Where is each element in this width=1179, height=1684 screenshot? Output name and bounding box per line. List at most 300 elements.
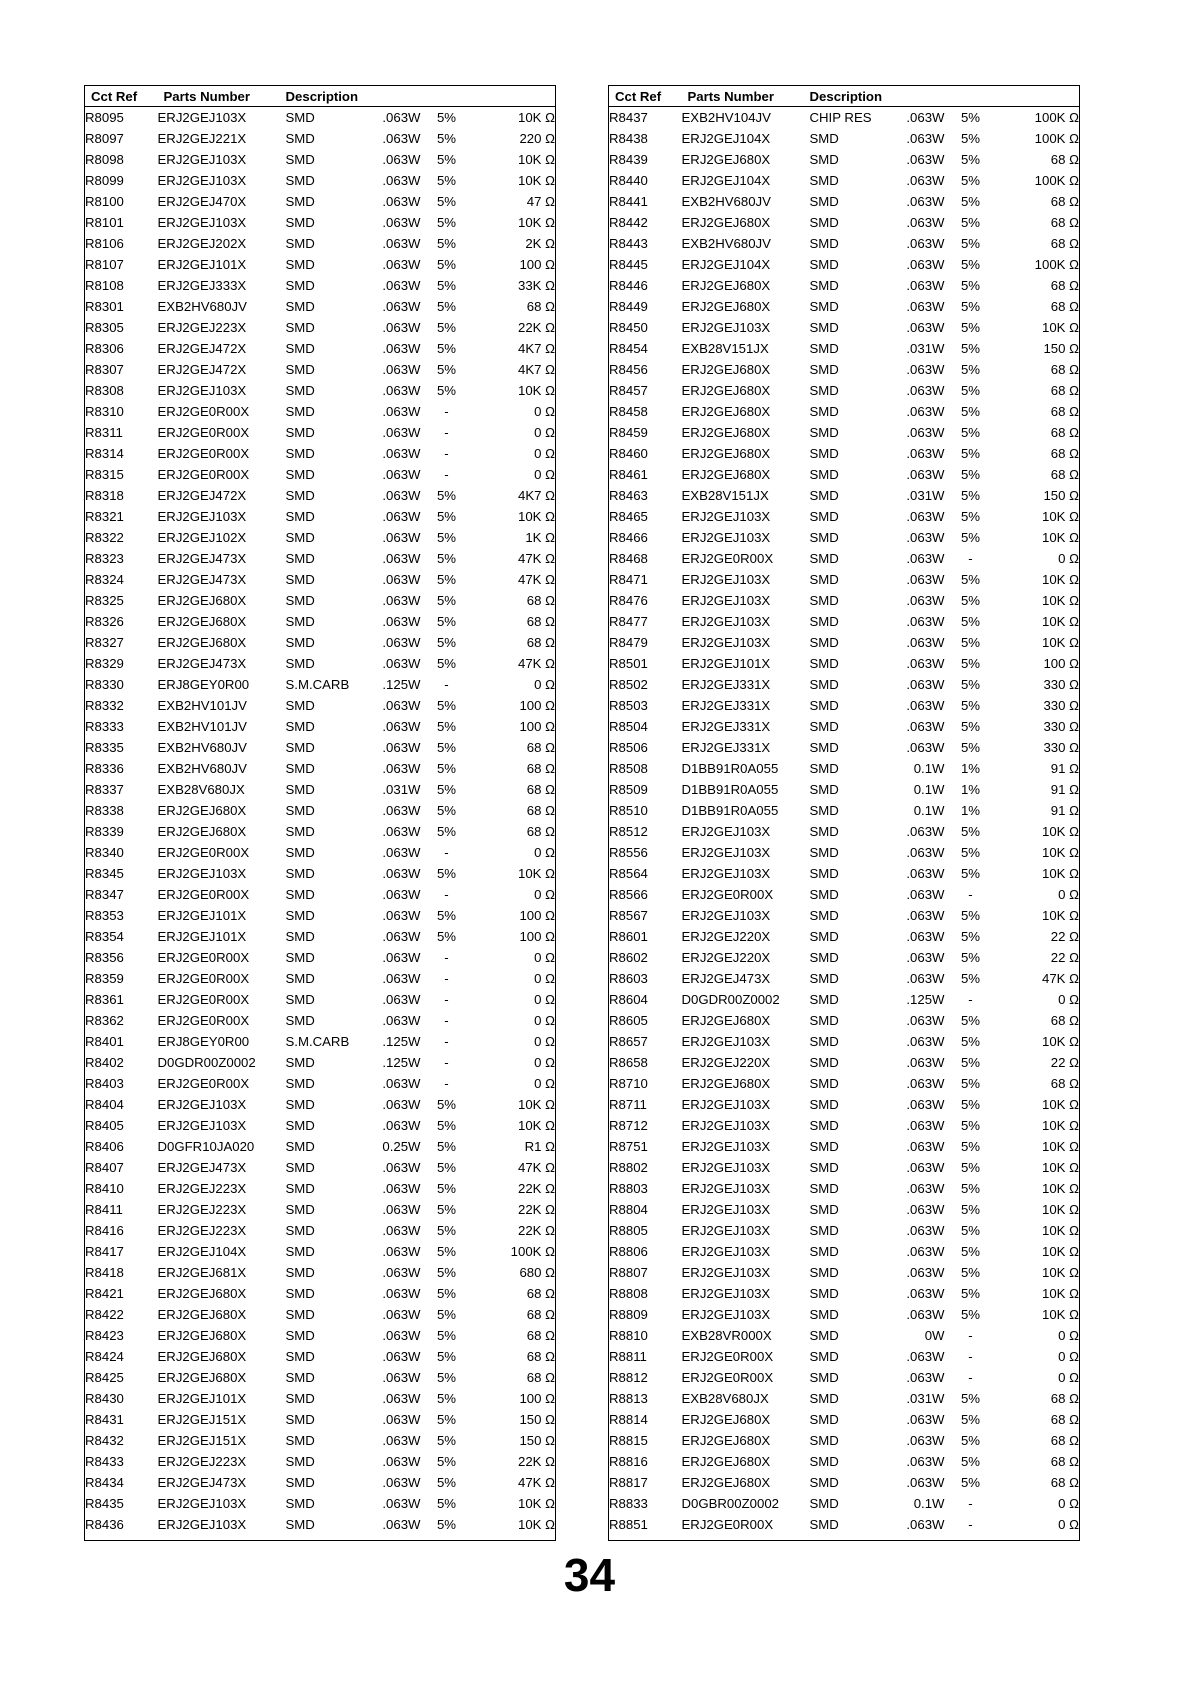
cct-ref-cell: R8321 — [85, 509, 124, 524]
wattage-cell: .063W — [906, 1475, 945, 1490]
description-cell: SMD — [285, 425, 315, 440]
parts-number-cell: D1BB91R0A055 — [681, 761, 779, 776]
description-cell: SMD — [285, 1475, 315, 1490]
description-cell: SMD — [285, 1454, 315, 1469]
cct-ref-cell: R8339 — [85, 824, 124, 839]
parts-number-cell: ERJ2GEJ680X — [157, 614, 247, 629]
header-blank — [421, 86, 473, 107]
description-cell: SMD — [285, 1433, 315, 1448]
tolerance-cell: 5% — [960, 110, 981, 125]
wattage-cell: .063W — [906, 257, 945, 272]
table-row — [85, 1262, 556, 1283]
description-cell: SMD — [285, 866, 315, 881]
parts-number-cell: ERJ2GEJ103X — [157, 1118, 247, 1133]
wattage-cell: .063W — [906, 1454, 945, 1469]
wattage-cell: .063W — [382, 1328, 421, 1343]
tolerance-cell: 5% — [436, 1139, 457, 1154]
tolerance-cell: 5% — [436, 929, 457, 944]
tolerance-cell: - — [444, 467, 449, 482]
parts-number-cell: ERJ2GEJ103X — [157, 1517, 247, 1532]
value-cell: 2K Ω — [525, 236, 555, 251]
table-row — [85, 590, 556, 611]
parts-number-cell: ERJ2GEJ103X — [681, 1223, 771, 1238]
value-cell: 68 Ω — [526, 740, 555, 755]
description-cell: SMD — [285, 1391, 315, 1406]
parts-number-cell: EXB28V151JX — [681, 488, 769, 503]
table-row — [609, 1514, 1080, 1541]
wattage-cell: .063W — [382, 110, 421, 125]
table-row — [609, 1199, 1080, 1220]
table-row — [609, 443, 1080, 464]
description-cell: SMD — [285, 467, 315, 482]
cct-ref-cell: R8465 — [609, 509, 648, 524]
cct-ref-cell: R8359 — [85, 971, 124, 986]
wattage-cell: .063W — [906, 887, 945, 902]
description-cell: SMD — [809, 677, 839, 692]
description-cell: SMD — [809, 488, 839, 503]
wattage-cell: .063W — [906, 278, 945, 293]
table-row — [85, 485, 556, 506]
cct-ref-cell: R8324 — [85, 572, 124, 587]
tolerance-cell: 5% — [960, 635, 981, 650]
tolerance-cell: 5% — [960, 362, 981, 377]
wattage-cell: .063W — [382, 1391, 421, 1406]
cct-ref-cell: R8416 — [85, 1223, 124, 1238]
cct-ref-cell: R8330 — [85, 677, 124, 692]
description-cell: SMD — [285, 1328, 315, 1343]
tolerance-cell: 5% — [960, 1412, 981, 1427]
parts-number-cell: ERJ2GEJ220X — [681, 1055, 771, 1070]
parts-number-cell: ERJ2GE0R00X — [157, 992, 250, 1007]
cct-ref-cell: R8425 — [85, 1370, 124, 1385]
description-cell: SMD — [809, 530, 839, 545]
value-cell: 0 Ω — [1058, 1370, 1079, 1385]
parts-number-cell: EXB28V680JX — [157, 782, 245, 797]
cct-ref-cell: R8603 — [609, 971, 648, 986]
tolerance-cell: 5% — [960, 971, 981, 986]
table-row — [609, 779, 1080, 800]
tolerance-cell: 5% — [960, 1118, 981, 1133]
wattage-cell: .063W — [382, 740, 421, 755]
tolerance-cell: 5% — [436, 1244, 457, 1259]
table-row — [85, 905, 556, 926]
description-cell: SMD — [285, 488, 315, 503]
value-cell: 10K Ω — [1042, 845, 1079, 860]
tolerance-cell: 5% — [436, 1097, 457, 1112]
description-cell: SMD — [285, 1013, 315, 1028]
parts-number-cell: ERJ2GEJ103X — [681, 1265, 771, 1280]
value-cell: 22K Ω — [518, 1223, 555, 1238]
cct-ref-cell: R8602 — [609, 950, 648, 965]
wattage-cell: .063W — [906, 971, 945, 986]
wattage-cell: 0.25W — [382, 1139, 421, 1154]
table-row — [85, 275, 556, 296]
cct-ref-cell: R8421 — [85, 1286, 124, 1301]
wattage-cell: .063W — [906, 635, 945, 650]
value-cell: 68 Ω — [1050, 1475, 1079, 1490]
value-cell: 150 Ω — [1043, 341, 1079, 356]
parts-number-cell: ERJ2GEJ680X — [681, 1013, 771, 1028]
parts-number-cell: D0GDR00Z0002 — [681, 992, 780, 1007]
table-row — [85, 716, 556, 737]
parts-number-cell: ERJ2GEJ331X — [681, 677, 771, 692]
cct-ref-cell: R8501 — [609, 656, 648, 671]
wattage-cell: .063W — [382, 488, 421, 503]
description-cell: SMD — [809, 635, 839, 650]
value-cell: 10K Ω — [518, 1517, 555, 1532]
wattage-cell: .063W — [382, 1307, 421, 1322]
wattage-cell: .031W — [906, 1391, 945, 1406]
value-cell: 10K Ω — [1042, 1097, 1079, 1112]
cct-ref-cell: R8504 — [609, 719, 648, 734]
value-cell: 10K Ω — [1042, 1160, 1079, 1175]
cct-ref-cell: R8503 — [609, 698, 648, 713]
tolerance-cell: 5% — [960, 1433, 981, 1448]
parts-number-cell: ERJ2GEJ103X — [681, 1286, 771, 1301]
table-row — [85, 506, 556, 527]
description-cell: SMD — [809, 509, 839, 524]
description-cell: SMD — [809, 1412, 839, 1427]
value-cell: 33K Ω — [518, 278, 555, 293]
parts-number-cell: ERJ2GEJ103X — [681, 635, 771, 650]
cct-ref-cell: R8310 — [85, 404, 124, 419]
tolerance-cell: 5% — [960, 950, 981, 965]
description-cell: SMD — [285, 656, 315, 671]
table-row — [609, 1325, 1080, 1346]
table-row — [609, 338, 1080, 359]
value-cell: 68 Ω — [1050, 194, 1079, 209]
value-cell: 0 Ω — [534, 446, 555, 461]
table-row — [85, 653, 556, 674]
description-cell: SMD — [809, 467, 839, 482]
parts-number-cell: ERJ2GEJ103X — [157, 173, 247, 188]
table-row — [85, 632, 556, 653]
value-cell: 47K Ω — [518, 1475, 555, 1490]
parts-number-cell: ERJ2GEJ103X — [681, 509, 771, 524]
tolerance-cell: 5% — [436, 1370, 457, 1385]
tolerance-cell: - — [444, 677, 449, 692]
tolerance-cell: 5% — [960, 572, 981, 587]
wattage-cell: .063W — [906, 824, 945, 839]
wattage-cell: .063W — [382, 152, 421, 167]
wattage-cell: 0.1W — [913, 1496, 945, 1511]
parts-number-cell: D0GDR00Z0002 — [157, 1055, 256, 1070]
cct-ref-cell: R8436 — [85, 1517, 124, 1532]
value-cell: 0 Ω — [1058, 1517, 1079, 1532]
description-cell: SMD — [285, 929, 315, 944]
tolerance-cell: 5% — [436, 110, 457, 125]
value-cell: 68 Ω — [1050, 215, 1079, 230]
cct-ref-cell: R8345 — [85, 866, 124, 881]
description-cell: S.M.CARB — [285, 1034, 350, 1049]
value-cell: 10K Ω — [1042, 509, 1079, 524]
cct-ref-cell: R8817 — [609, 1475, 648, 1490]
value-cell: 47K Ω — [518, 656, 555, 671]
description-cell: SMD — [809, 950, 839, 965]
parts-number-cell: ERJ2GEJ220X — [681, 929, 771, 944]
value-cell: 47K Ω — [518, 551, 555, 566]
cct-ref-cell: R8440 — [609, 173, 648, 188]
tolerance-cell: 5% — [436, 1181, 457, 1196]
cct-ref-cell: R8437 — [609, 110, 648, 125]
table-row — [609, 401, 1080, 422]
tolerance-cell: 5% — [960, 509, 981, 524]
cct-ref-cell: R8851 — [609, 1517, 648, 1532]
cct-ref-cell: R8308 — [85, 383, 124, 398]
parts-number-cell: ERJ2GE0R00X — [157, 404, 250, 419]
tolerance-cell: 5% — [960, 530, 981, 545]
tolerance-cell: 5% — [960, 1454, 981, 1469]
tolerance-cell: 5% — [436, 236, 457, 251]
cct-ref-cell: R8833 — [609, 1496, 648, 1511]
parts-number-cell: ERJ2GEJ103X — [681, 1160, 771, 1175]
parts-number-cell: ERJ2GE0R00X — [157, 1076, 250, 1091]
tolerance-cell: 5% — [960, 383, 981, 398]
description-cell: SMD — [809, 446, 839, 461]
value-cell: 10K Ω — [1042, 1265, 1079, 1280]
description-cell: SMD — [809, 782, 839, 797]
cct-ref-cell: R8441 — [609, 194, 648, 209]
parts-number-cell: ERJ2GEJ333X — [157, 278, 247, 293]
description-cell: SMD — [809, 425, 839, 440]
cct-ref-cell: R8471 — [609, 572, 648, 587]
parts-number-cell: ERJ2GEJ103X — [157, 1097, 247, 1112]
parts-number-cell: ERJ2GEJ223X — [157, 1202, 247, 1217]
parts-number-cell: ERJ2GEJ470X — [157, 194, 247, 209]
table-row — [609, 1346, 1080, 1367]
table-row — [85, 758, 556, 779]
tolerance-cell: 5% — [436, 215, 457, 230]
description-cell: SMD — [809, 1160, 839, 1175]
cct-ref-cell: R8458 — [609, 404, 648, 419]
tolerance-cell: 5% — [960, 1265, 981, 1280]
value-cell: 100K Ω — [1034, 131, 1079, 146]
table-row — [85, 884, 556, 905]
tolerance-cell: 5% — [436, 1349, 457, 1364]
tolerance-cell: 5% — [960, 320, 981, 335]
parts-number-cell: D0GBR00Z0002 — [681, 1496, 779, 1511]
parts-number-cell: ERJ2GEJ472X — [157, 362, 247, 377]
wattage-cell: .063W — [382, 362, 421, 377]
value-cell: 91 Ω — [1050, 803, 1079, 818]
tolerance-cell: 5% — [960, 1244, 981, 1259]
cct-ref-cell: R8095 — [85, 110, 124, 125]
cct-ref-cell: R8106 — [85, 236, 124, 251]
table-row — [85, 1514, 556, 1541]
description-cell: SMD — [809, 236, 839, 251]
description-cell: SMD — [809, 551, 839, 566]
description-cell: SMD — [809, 257, 839, 272]
parts-number-cell: ERJ2GEJ331X — [681, 719, 771, 734]
table-row — [85, 296, 556, 317]
wattage-cell: .063W — [382, 1181, 421, 1196]
value-cell: 10K Ω — [1042, 824, 1079, 839]
table-row — [85, 107, 556, 129]
wattage-cell: .063W — [906, 845, 945, 860]
description-cell: SMD — [809, 824, 839, 839]
cct-ref-cell: R8361 — [85, 992, 124, 1007]
tolerance-cell: 5% — [436, 1286, 457, 1301]
value-cell: 100K Ω — [1034, 110, 1079, 125]
cct-ref-cell: R8406 — [85, 1139, 124, 1154]
parts-number-cell: ERJ2GEJ103X — [681, 866, 771, 881]
wattage-cell: .063W — [906, 1139, 945, 1154]
value-cell: 0 Ω — [534, 992, 555, 1007]
wattage-cell: .063W — [382, 551, 421, 566]
parts-number-cell: ERJ2GEJ104X — [681, 257, 771, 272]
description-cell: SMD — [285, 719, 315, 734]
tolerance-cell: 5% — [960, 488, 981, 503]
parts-number-cell: ERJ2GEJ680X — [681, 404, 771, 419]
description-cell: SMD — [285, 698, 315, 713]
value-cell: 47K Ω — [518, 572, 555, 587]
value-cell: 10K Ω — [1042, 593, 1079, 608]
tolerance-cell: 5% — [436, 908, 457, 923]
tolerance-cell: 5% — [960, 656, 981, 671]
cct-ref-cell: R8811 — [609, 1349, 647, 1364]
value-cell: 68 Ω — [526, 593, 555, 608]
table-row — [609, 926, 1080, 947]
value-cell: 68 Ω — [1050, 152, 1079, 167]
tolerance-cell: 5% — [436, 1433, 457, 1448]
parts-number-cell: EXB2HV104JV — [681, 110, 771, 125]
parts-number-cell: ERJ2GEJ103X — [681, 320, 771, 335]
value-cell: 10K Ω — [1042, 908, 1079, 923]
parts-number-cell: ERJ2GEJ472X — [157, 341, 247, 356]
description-cell: SMD — [809, 341, 839, 356]
description-cell: SMD — [809, 1013, 839, 1028]
value-cell: 100 Ω — [519, 908, 555, 923]
value-cell: 10K Ω — [518, 509, 555, 524]
parts-number-cell: ERJ2GEJ151X — [157, 1412, 247, 1427]
description-cell: SMD — [809, 1370, 839, 1385]
cct-ref-cell: R8456 — [609, 362, 648, 377]
value-cell: 47 Ω — [526, 194, 555, 209]
parts-number-cell: ERJ2GEJ680X — [681, 215, 771, 230]
value-cell: 68 Ω — [1050, 278, 1079, 293]
description-cell: SMD — [285, 614, 315, 629]
parts-number-cell: ERJ2GE0R00X — [157, 1013, 250, 1028]
tolerance-cell: 5% — [960, 341, 981, 356]
parts-number-cell: ERJ2GEJ680X — [157, 593, 247, 608]
table-row — [85, 1451, 556, 1472]
table-header-row — [85, 86, 556, 107]
table-row — [609, 1430, 1080, 1451]
value-cell: 0 Ω — [1058, 1328, 1079, 1343]
tolerance-cell: 1% — [960, 761, 981, 776]
value-cell: 10K Ω — [1042, 1307, 1079, 1322]
cct-ref-cell: R8338 — [85, 803, 124, 818]
description-cell: SMD — [285, 530, 315, 545]
table-row — [609, 884, 1080, 905]
value-cell: 100K Ω — [1034, 257, 1079, 272]
tolerance-cell: 5% — [960, 215, 981, 230]
cct-ref-cell: R8446 — [609, 278, 648, 293]
tolerance-cell: - — [444, 1013, 449, 1028]
value-cell: 22K Ω — [518, 320, 555, 335]
wattage-cell: .063W — [906, 1181, 945, 1196]
tolerance-cell: - — [444, 1076, 449, 1091]
wattage-cell: .063W — [382, 1160, 421, 1175]
cct-ref-cell: R8508 — [609, 761, 648, 776]
wattage-cell: .063W — [906, 1370, 945, 1385]
parts-number-cell: ERJ2GEJ103X — [681, 1097, 771, 1112]
cct-ref-cell: R8431 — [85, 1412, 124, 1427]
parts-number-cell: ERJ2GEJ680X — [681, 152, 771, 167]
cct-ref-cell: R8097 — [85, 131, 124, 146]
tolerance-cell: - — [968, 887, 973, 902]
tolerance-cell: 5% — [436, 656, 457, 671]
description-cell: SMD — [285, 572, 315, 587]
wattage-cell: .063W — [382, 215, 421, 230]
tolerance-cell: - — [444, 1034, 449, 1049]
cct-ref-cell: R8454 — [609, 341, 648, 356]
cct-ref-cell: R8806 — [609, 1244, 648, 1259]
value-cell: 0 Ω — [1058, 1349, 1079, 1364]
wattage-cell: .125W — [382, 1055, 421, 1070]
description-cell: SMD — [809, 320, 839, 335]
wattage-cell: 0W — [924, 1328, 945, 1343]
table-row — [609, 1367, 1080, 1388]
parts-number-cell: ERJ2GEJ103X — [681, 1139, 771, 1154]
value-cell: 68 Ω — [1050, 446, 1079, 461]
value-cell: 10K Ω — [1042, 1181, 1079, 1196]
description-cell: SMD — [809, 992, 839, 1007]
value-cell: 0 Ω — [534, 1055, 555, 1070]
wattage-cell: .063W — [382, 698, 421, 713]
cct-ref-cell: R8332 — [85, 698, 124, 713]
cct-ref-cell: R8311 — [85, 425, 123, 440]
value-cell: 0 Ω — [534, 1076, 555, 1091]
cct-ref-cell: R8434 — [85, 1475, 124, 1490]
wattage-cell: .063W — [382, 194, 421, 209]
value-cell: 10K Ω — [1042, 635, 1079, 650]
table-row — [609, 569, 1080, 590]
cct-ref-cell: R8459 — [609, 425, 648, 440]
description-cell: SMD — [285, 593, 315, 608]
table-row — [609, 695, 1080, 716]
parts-number-cell: ERJ2GEJ103X — [157, 1496, 247, 1511]
cct-ref-cell: R8449 — [609, 299, 648, 314]
wattage-cell: .063W — [382, 992, 421, 1007]
tolerance-cell: 5% — [436, 593, 457, 608]
description-cell: SMD — [285, 383, 315, 398]
tolerance-cell: 5% — [960, 866, 981, 881]
value-cell: 68 Ω — [526, 299, 555, 314]
description-cell: SMD — [285, 1223, 315, 1238]
table-row — [85, 1178, 556, 1199]
tolerance-cell: 5% — [960, 173, 981, 188]
table-row — [609, 653, 1080, 674]
cct-ref-cell: R8510 — [609, 803, 648, 818]
value-cell: 0 Ω — [1058, 992, 1079, 1007]
tolerance-cell: 5% — [436, 824, 457, 839]
parts-number-cell: ERJ2GEJ104X — [681, 173, 771, 188]
tolerance-cell: 5% — [960, 1097, 981, 1112]
table-row — [85, 569, 556, 590]
value-cell: 4K7 Ω — [518, 362, 555, 377]
description-cell: SMD — [285, 845, 315, 860]
table-row — [85, 800, 556, 821]
cct-ref-cell: R8711 — [609, 1097, 647, 1112]
parts-number-cell: ERJ2GE0R00X — [681, 1349, 774, 1364]
value-cell: 1K Ω — [525, 530, 555, 545]
tolerance-cell: 5% — [960, 740, 981, 755]
tolerance-cell: - — [968, 1328, 973, 1343]
value-cell: 0 Ω — [534, 950, 555, 965]
parts-number-cell: ERJ2GE0R00X — [157, 446, 250, 461]
cct-ref-cell: R8315 — [85, 467, 124, 482]
